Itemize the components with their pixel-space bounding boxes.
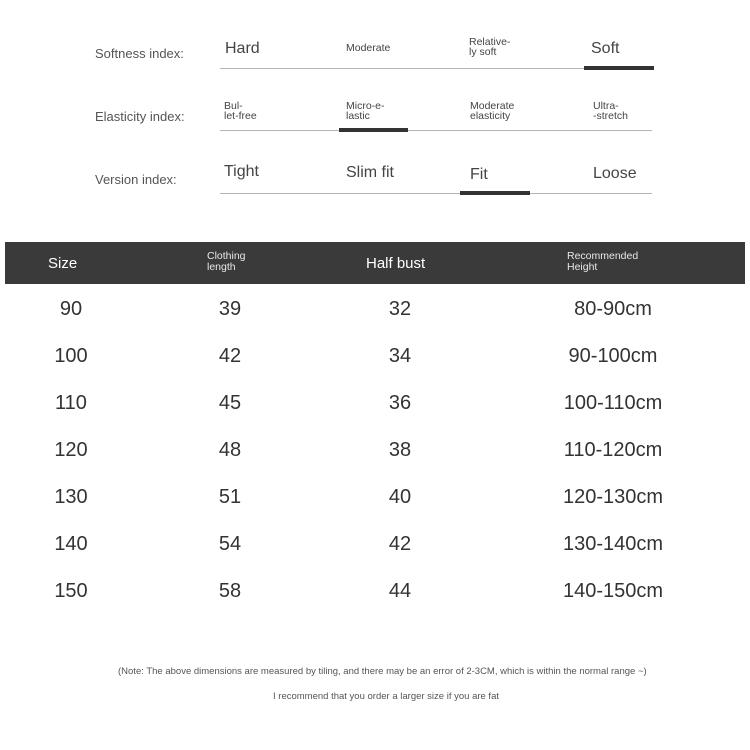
table-row: [0, 482, 750, 512]
size-recommendation-note: I recommend that you order a larger size if you are fat: [273, 691, 499, 702]
size-table-header: [5, 242, 745, 284]
cell-half-bust: 38: [388, 439, 412, 461]
cell-clothing-length: 54: [218, 533, 242, 555]
cell-recommended-height: 90-100cm: [568, 345, 658, 367]
cell-recommended-height: 120-130cm: [562, 486, 664, 508]
cell-recommended-height: 140-150cm: [562, 580, 664, 602]
elasticity-option-ultra-stretch: Ultra- -stretch: [593, 100, 629, 122]
cell-half-bust: 36: [388, 392, 412, 414]
cell-clothing-length: 48: [218, 439, 242, 461]
softness-index-label: Softness index:: [95, 46, 184, 61]
table-row: [0, 529, 750, 559]
table-row: [0, 435, 750, 465]
cell-size: 110: [55, 392, 87, 414]
cell-size: 100: [54, 345, 88, 367]
header-clothing-length: Clothing length: [207, 250, 246, 273]
elasticity-option-moderate-elasticity: Moderate elasticity: [470, 100, 515, 122]
header-recommended-height: Recommended Height: [567, 250, 639, 273]
cell-half-bust: 32: [388, 298, 412, 320]
cell-size: 150: [54, 580, 88, 602]
cell-size: 120: [54, 439, 88, 461]
cell-clothing-length: 42: [218, 345, 242, 367]
version-option-slim-fit: Slim fit: [346, 164, 394, 181]
version-scale-line: [220, 193, 652, 194]
softness-option-soft: Soft: [591, 40, 620, 57]
softness-option-relatively-soft: Relative- ly soft: [469, 36, 511, 58]
table-row: [0, 576, 750, 606]
header-half-bust: Half bust: [366, 255, 426, 272]
softness-option-moderate: Moderate: [346, 42, 391, 54]
cell-size: 140: [54, 533, 88, 555]
cell-clothing-length: 45: [218, 392, 242, 414]
version-option-tight: Tight: [224, 163, 259, 180]
elasticity-option-micro-elastic: Micro-e- lastic: [346, 100, 385, 122]
elasticity-scale-line: [220, 130, 652, 131]
cell-clothing-length: 58: [218, 580, 242, 602]
elasticity-selected-marker: [339, 128, 408, 132]
cell-recommended-height: 100-110cm: [563, 392, 663, 414]
cell-half-bust: 40: [388, 486, 412, 508]
table-row: [0, 294, 750, 324]
elasticity-index-label: Elasticity index:: [95, 109, 185, 124]
version-option-fit: Fit: [470, 166, 488, 183]
cell-recommended-height: 110-120cm: [563, 439, 663, 461]
cell-size: 90: [59, 298, 83, 320]
cell-half-bust: 44: [388, 580, 412, 602]
version-option-loose: Loose: [593, 165, 637, 182]
version-selected-marker: [460, 191, 530, 195]
cell-recommended-height: 130-140cm: [562, 533, 664, 555]
cell-half-bust: 34: [388, 345, 412, 367]
table-row: [0, 341, 750, 371]
cell-clothing-length: 39: [218, 298, 242, 320]
table-row: [0, 388, 750, 418]
header-size: Size: [48, 255, 78, 272]
softness-selected-marker: [584, 66, 654, 70]
version-index-label: Version index:: [95, 172, 177, 187]
cell-size: 130: [54, 486, 88, 508]
softness-option-hard: Hard: [225, 40, 260, 57]
elasticity-option-bullet-free: Bul- let-free: [224, 100, 257, 122]
cell-clothing-length: 51: [218, 486, 242, 508]
cell-recommended-height: 80-90cm: [574, 298, 652, 320]
cell-half-bust: 42: [388, 533, 412, 555]
measurement-note: (Note: The above dimensions are measured by tiling, and there may be an error of 2-3CM, which is within the normal range ~): [118, 666, 647, 677]
